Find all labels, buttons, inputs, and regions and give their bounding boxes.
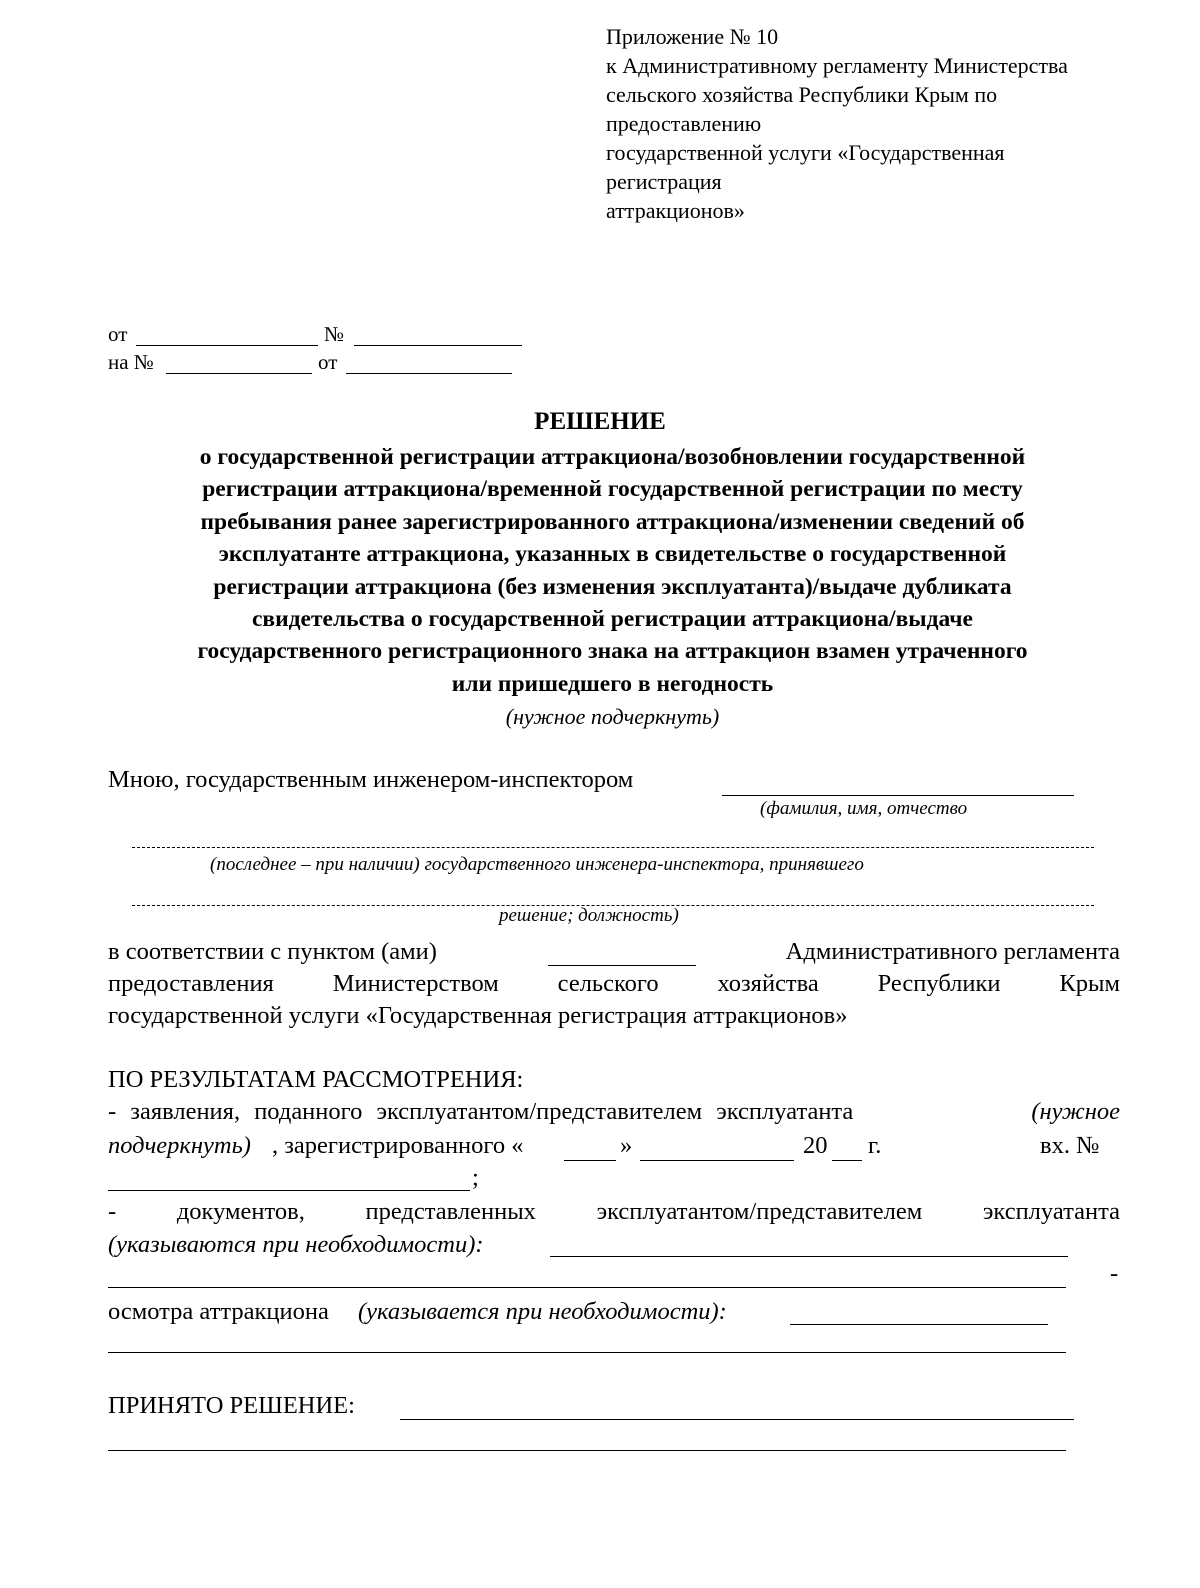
decision-field-2[interactable]	[108, 1450, 1066, 1451]
day-field[interactable]	[564, 1160, 616, 1161]
documents-note: (указываются при необходимости):	[108, 1231, 484, 1258]
documents-field-2[interactable]	[108, 1287, 1066, 1288]
subtitle-line: государственного регистрационного знака на аттракцион взамен утраченного	[197, 638, 1028, 665]
results-heading: ПО РЕЗУЛЬТАТАМ РАССМОТРЕНИЯ:	[108, 1066, 524, 1093]
appendix-line: государственной услуги «Государственная	[606, 140, 1005, 165]
decision-label: ПРИНЯТО РЕШЕНИЕ:	[108, 1392, 355, 1419]
basis-line-1-end: Административного регламента	[785, 938, 1120, 965]
appendix-line: Приложение № 10	[606, 24, 779, 49]
application-text: - заявления, поданного эксплуатантом/представителем эксплуатанта	[108, 1098, 854, 1125]
application-note: (нужное	[1031, 1098, 1120, 1125]
number-field[interactable]	[354, 345, 522, 346]
appendix-line: предоставлению	[606, 111, 762, 136]
basis-line-3: государственной услуги «Государственная регистрация аттракционов»	[108, 1002, 848, 1029]
semicolon: ;	[472, 1164, 479, 1191]
underline-note: (нужное подчеркнуть)	[505, 704, 720, 729]
on-number-label: на №	[108, 350, 154, 374]
incoming-number-label: вх. №	[1040, 1132, 1100, 1159]
from-label: от	[108, 322, 128, 346]
inspector-hint-2: (последнее – при наличии) государственного инженера-инспектора, принявшего	[210, 854, 864, 875]
application-note-2: подчеркнуть)	[108, 1132, 251, 1159]
documents-word: представленных	[365, 1198, 536, 1225]
inspector-hint-3: решение; должность)	[499, 905, 679, 926]
basis-word: Крым	[1059, 970, 1120, 997]
inspection-field-2[interactable]	[108, 1352, 1066, 1353]
basis-word: Республики	[877, 970, 1001, 997]
inspector-name-field[interactable]	[722, 795, 1074, 796]
registered-label: , зарегистрированного «	[272, 1132, 524, 1159]
documents-word: документов,	[176, 1198, 305, 1225]
from-label-2: от	[318, 350, 338, 374]
document-subtitle	[0, 441, 1200, 700]
subtitle-line: регистрации аттракциона/временной государственной регистрации по месту	[202, 476, 1023, 503]
documents-word: -	[108, 1198, 117, 1225]
inspector-hint-1: (фамилия, имя, отчество	[760, 798, 968, 819]
application-line-1	[108, 1098, 1120, 1126]
year-prefix: 20	[803, 1132, 828, 1159]
documents-word: эксплуатантом/представителем	[596, 1198, 923, 1225]
inspection-note: (указывается при необходимости):	[358, 1298, 727, 1325]
trailing-dash: -	[1110, 1260, 1119, 1287]
month-field[interactable]	[640, 1160, 794, 1161]
basis-word: сельского	[557, 970, 659, 997]
subtitle-line: регистрации аттракциона (без изменения эксплуатанта)/выдаче дубликата	[213, 573, 1012, 600]
document-title: РЕШЕНИЕ	[534, 408, 666, 435]
documents-line	[108, 1198, 1120, 1226]
appendix-block	[606, 22, 1068, 225]
basis-line-1	[108, 938, 1120, 966]
from-date-field[interactable]	[346, 373, 512, 374]
inspection-field[interactable]	[790, 1324, 1048, 1325]
basis-word: хозяйства	[717, 970, 819, 997]
quote-close: »	[620, 1132, 633, 1159]
inspection-label: осмотра аттракциона	[108, 1298, 329, 1325]
date-field[interactable]	[136, 345, 318, 346]
number-label: №	[324, 322, 345, 346]
year-field[interactable]	[832, 1160, 862, 1161]
appendix-line: аттракционов»	[606, 198, 745, 223]
inspector-field-2[interactable]	[132, 847, 1094, 848]
documents-field[interactable]	[550, 1256, 1068, 1257]
inspector-intro: Мною, государственным инженером-инспектором	[108, 766, 634, 793]
basis-word: предоставления	[108, 970, 274, 997]
appendix-line: к Административному регламенту Министерства	[606, 53, 1068, 78]
subtitle-line: или пришедшего в негодность	[451, 670, 774, 697]
basis-line-2	[108, 970, 1120, 998]
clause-field[interactable]	[548, 965, 696, 966]
decision-field[interactable]	[400, 1419, 1074, 1420]
year-suffix: г.	[868, 1132, 882, 1159]
subtitle-line: пребывания ранее зарегистрированного аттракциона/изменении сведений об	[200, 508, 1025, 535]
basis-line-1-start: в соответствии с пунктом (ами)	[108, 938, 437, 965]
subtitle-line: о государственной регистрации аттракциона/возобновлении государственной	[199, 444, 1026, 470]
incoming-number-field[interactable]	[108, 1190, 470, 1191]
on-number-field[interactable]	[166, 373, 312, 374]
appendix-line: сельского хозяйства Республики Крым по	[606, 82, 998, 107]
documents-word: эксплуатанта	[982, 1198, 1120, 1225]
subtitle-line: свидетельства о государственной регистрации аттракциона/выдаче	[252, 606, 973, 633]
appendix-line: регистрация	[606, 169, 722, 194]
subtitle-line: эксплуатанте аттракциона, указанных в свидетельстве о государственной	[218, 541, 1007, 568]
basis-word: Министерством	[332, 970, 499, 997]
